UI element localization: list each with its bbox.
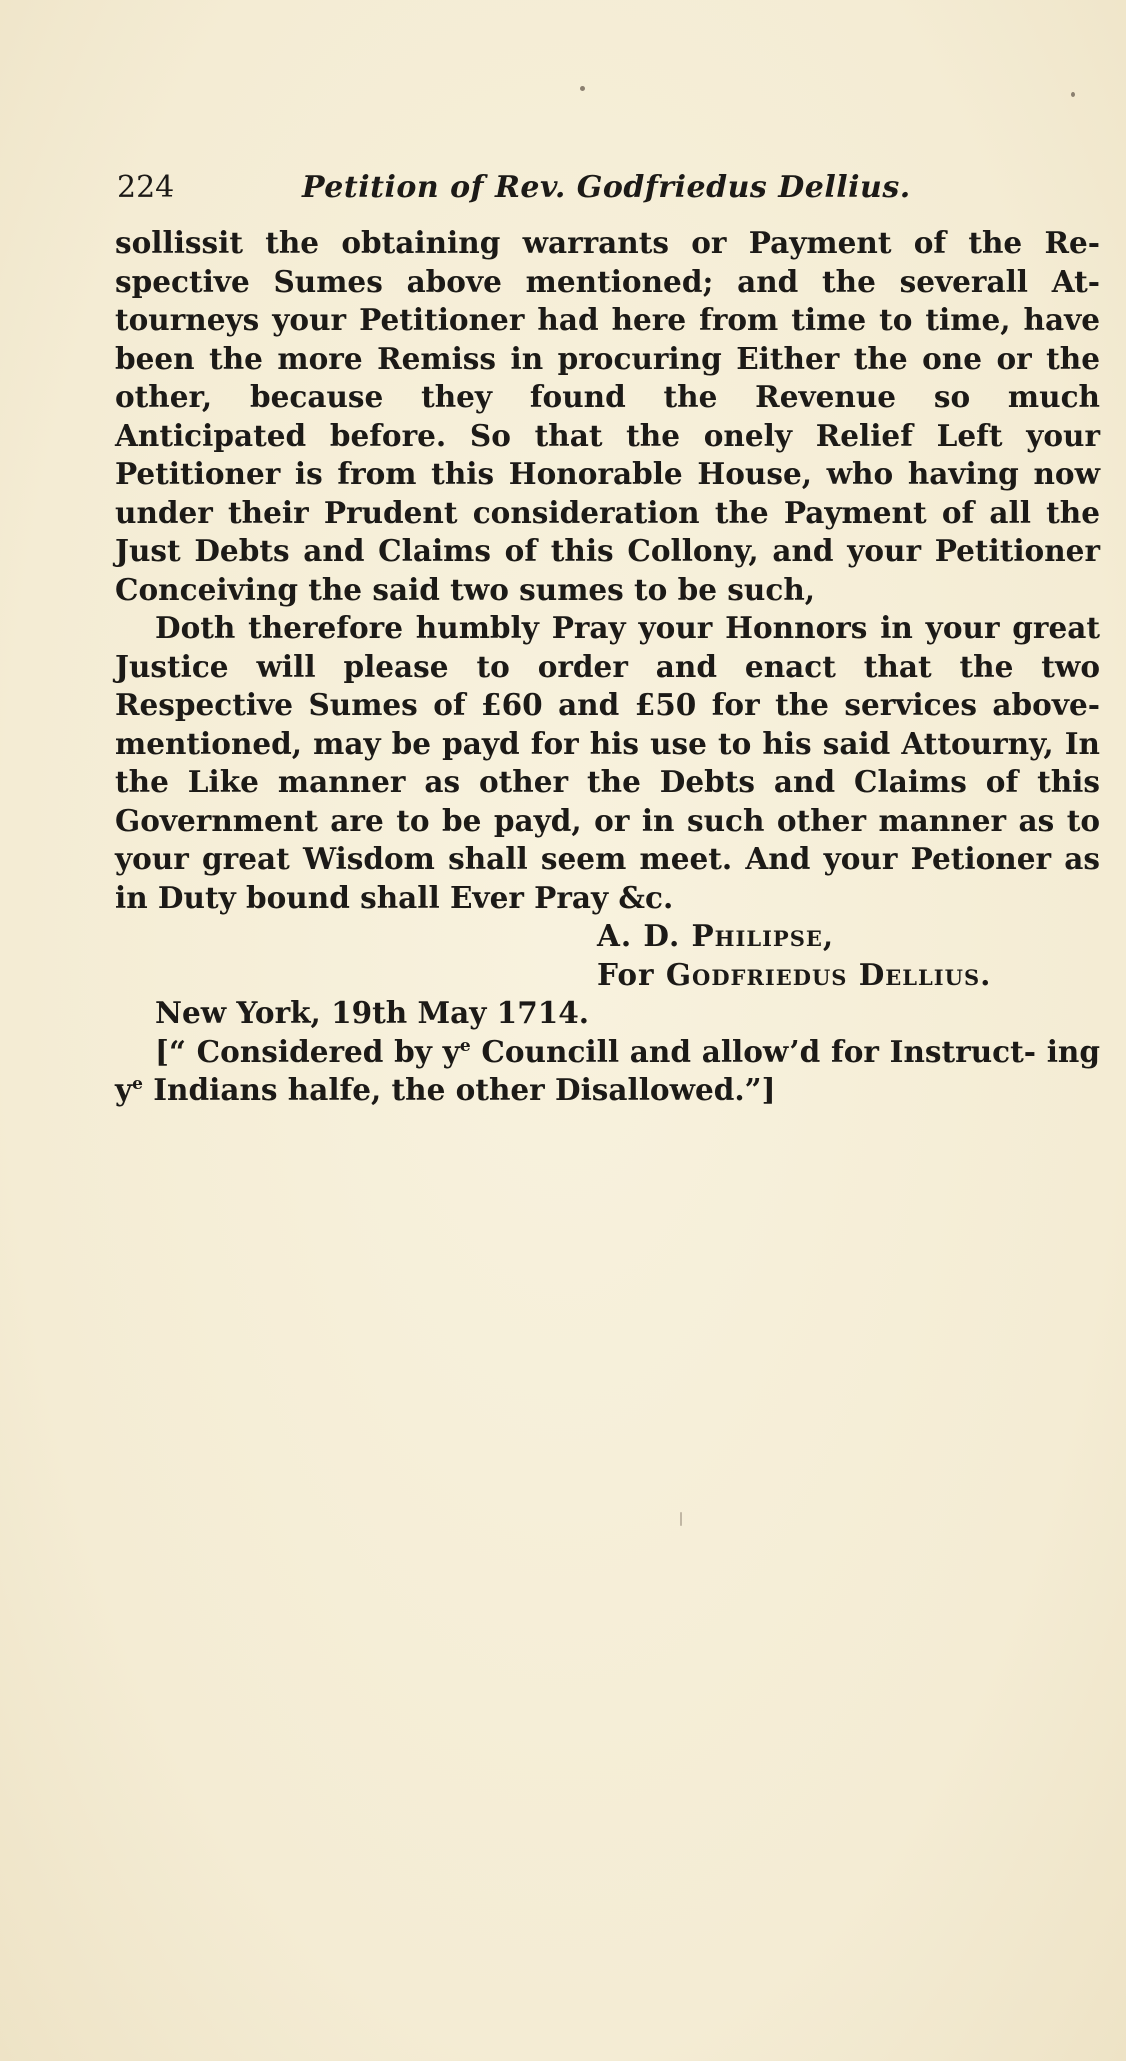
paper-speck <box>1071 92 1075 97</box>
running-title: Petition of Rev. Godfriedus Dellius. <box>302 170 911 205</box>
paragraph-continuation: sollissit the obtaining warrants or Payment of the Re- spective Sumes above mentioned; and the severall At- tourneys your Petitioner had here from time to time, have been the more Remiss in procuring Either the one or the other, because they found the Revenue so much Anticipated before. So that the onely Relief Left your Petitioner is from this Honorable House, who having now under their Prudent consideration the Payment of all the Just Debts and Claims of this Collony, and your Petitioner Conceiving the said two sumes to be such, <box>115 225 1100 607</box>
signature-for-label: For <box>597 956 655 992</box>
endorsement-text: [“ Considered by y <box>155 1033 460 1069</box>
superscript: e <box>132 1074 143 1094</box>
signature-line: A. D. Philipse, <box>597 918 835 953</box>
endorsement-text: Councill and allow’d for Instruct- ing y <box>115 1033 1101 1107</box>
text-block <box>115 170 1100 1110</box>
paper-speck <box>680 1512 682 1526</box>
superscript: e <box>459 1035 471 1056</box>
running-head <box>115 170 1100 214</box>
dateline: New York, 19th May 1714. <box>155 995 590 1030</box>
body-text <box>115 224 1100 1110</box>
endorsement <box>115 1033 1100 1110</box>
signature-for-line <box>115 956 1100 995</box>
paper-speck <box>580 86 585 91</box>
paragraph-prayer: Doth therefore humbly Pray your Honnors in your great Justice will please to order and enact that the two Respective Sumes of £60 and £50 for the services above- mentioned, may be payd for his use to his said Attourny, In the Like manner as other the Debts and Claims of this Government are to be payd, or in such other manner as to your great Wisdom shall seem meet. And your Petioner as in Duty bound shall Ever Pray &c. <box>115 610 1100 915</box>
signature-name: Godfriedus Dellius. <box>665 956 992 992</box>
page-number: 224 <box>117 170 175 205</box>
endorsement-text: Indians halfe, the other Disallowed.”] <box>142 1072 776 1107</box>
